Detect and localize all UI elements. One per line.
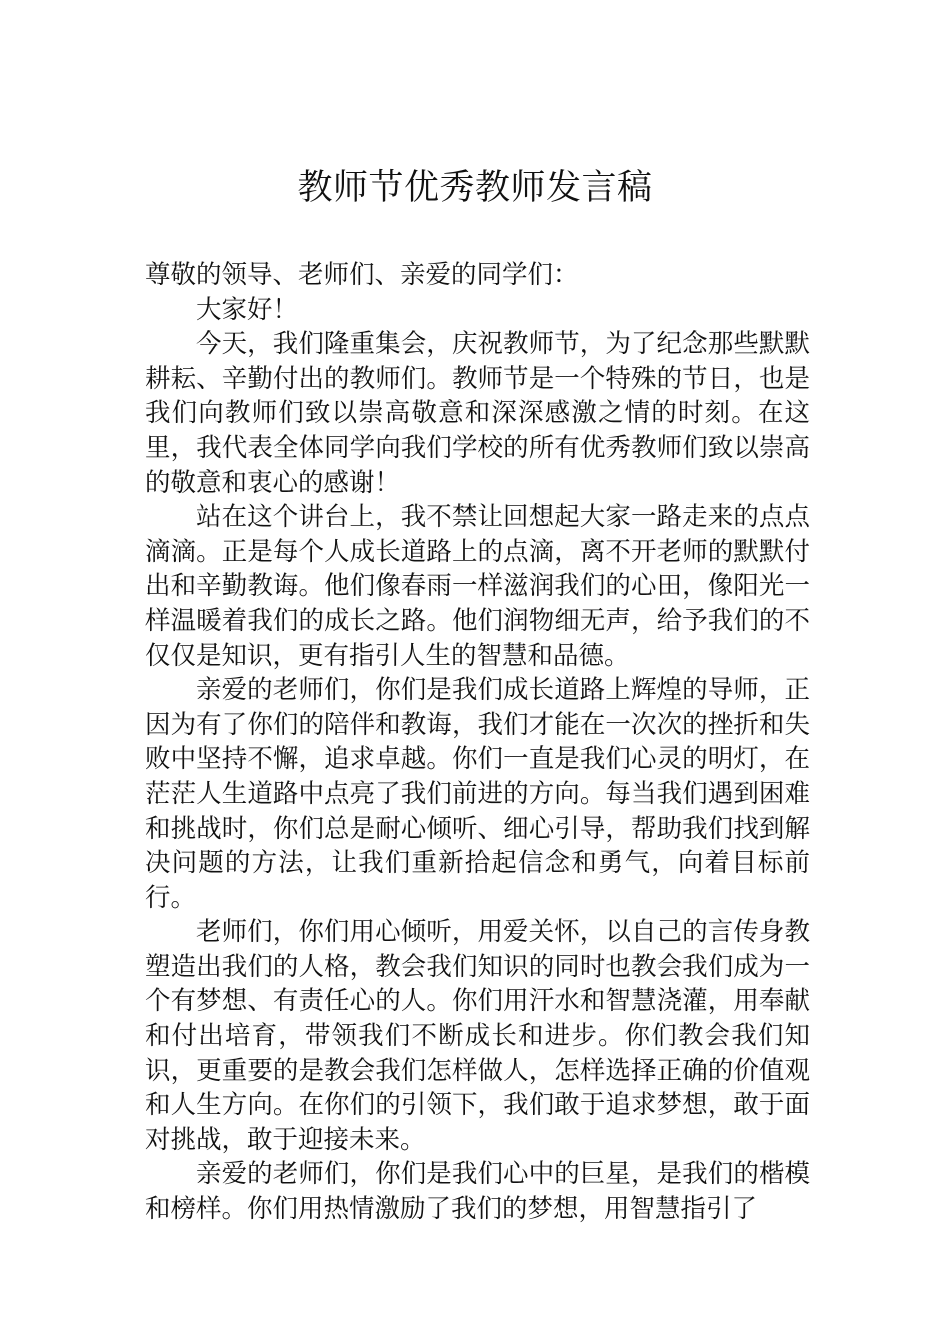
salutation: 尊敬的领导、老师们、亲爱的同学们： bbox=[145, 260, 579, 290]
paragraph-4: 老师们，你们用心倾听，用爱关怀，以自己的言传身教塑造出我们的人格，教会我们知识的同时也教会我们成为一个有梦想、有责任心的人。你们用汗水和智慧浇灌，用奉献和付出培育，带领我们不断成长和进步。你们教会我们知识，更重要的是教会我们怎样做人，怎样选择正确的价值观和人生方向。在你们的引领下，我们敢于追求梦想，敢于面对挑战，敢于迎接未来。 bbox=[145, 917, 810, 1155]
paragraph-3: 亲爱的老师们，你们是我们成长道路上辉煌的导师，正因为有了你们的陪伴和教诲，我们才能在一次次的挫折和失败中坚持不懈，追求卓越。你们一直是我们心灵的明灯，在茫茫人生道路中点亮了我们前进的方向。每当我们遇到困难和挑战时，你们总是耐心倾听、细心引导，帮助我们找到解决问题的方法，让我们重新拾起信念和勇气，向着目标前行。 bbox=[145, 675, 810, 913]
paragraph-5: 亲爱的老师们，你们是我们心中的巨星，是我们的楷模和榜样。你们用热情激励了我们的梦想，用智慧指引了 bbox=[145, 1159, 810, 1225]
paragraph-1: 今天，我们隆重集会，庆祝教师节，为了纪念那些默默耕耘、辛勤付出的教师们。教师节是一个特殊的节日，也是我们向教师们致以崇高敬意和深深感激之情的时刻。在这里，我代表全体同学向我们学校的所有优秀教师们致以崇高的敬意和衷心的感谢！ bbox=[145, 329, 810, 498]
document-title: 教师节优秀教师发言稿 bbox=[297, 168, 653, 208]
paragraph-2: 站在这个讲台上，我不禁让回想起大家一路走来的点点滴滴。正是每个人成长道路上的点滴，离不开老师的默默付出和辛勤教诲。他们像春雨一样滋润我们的心田，像阳光一样温暖着我们的成长之路。他们润物细无声，给予我们的不仅仅是知识，更有指引人生的智慧和品德。 bbox=[145, 502, 810, 671]
paragraph-greeting: 大家好！ bbox=[196, 294, 299, 325]
document-body bbox=[145, 258, 810, 1227]
